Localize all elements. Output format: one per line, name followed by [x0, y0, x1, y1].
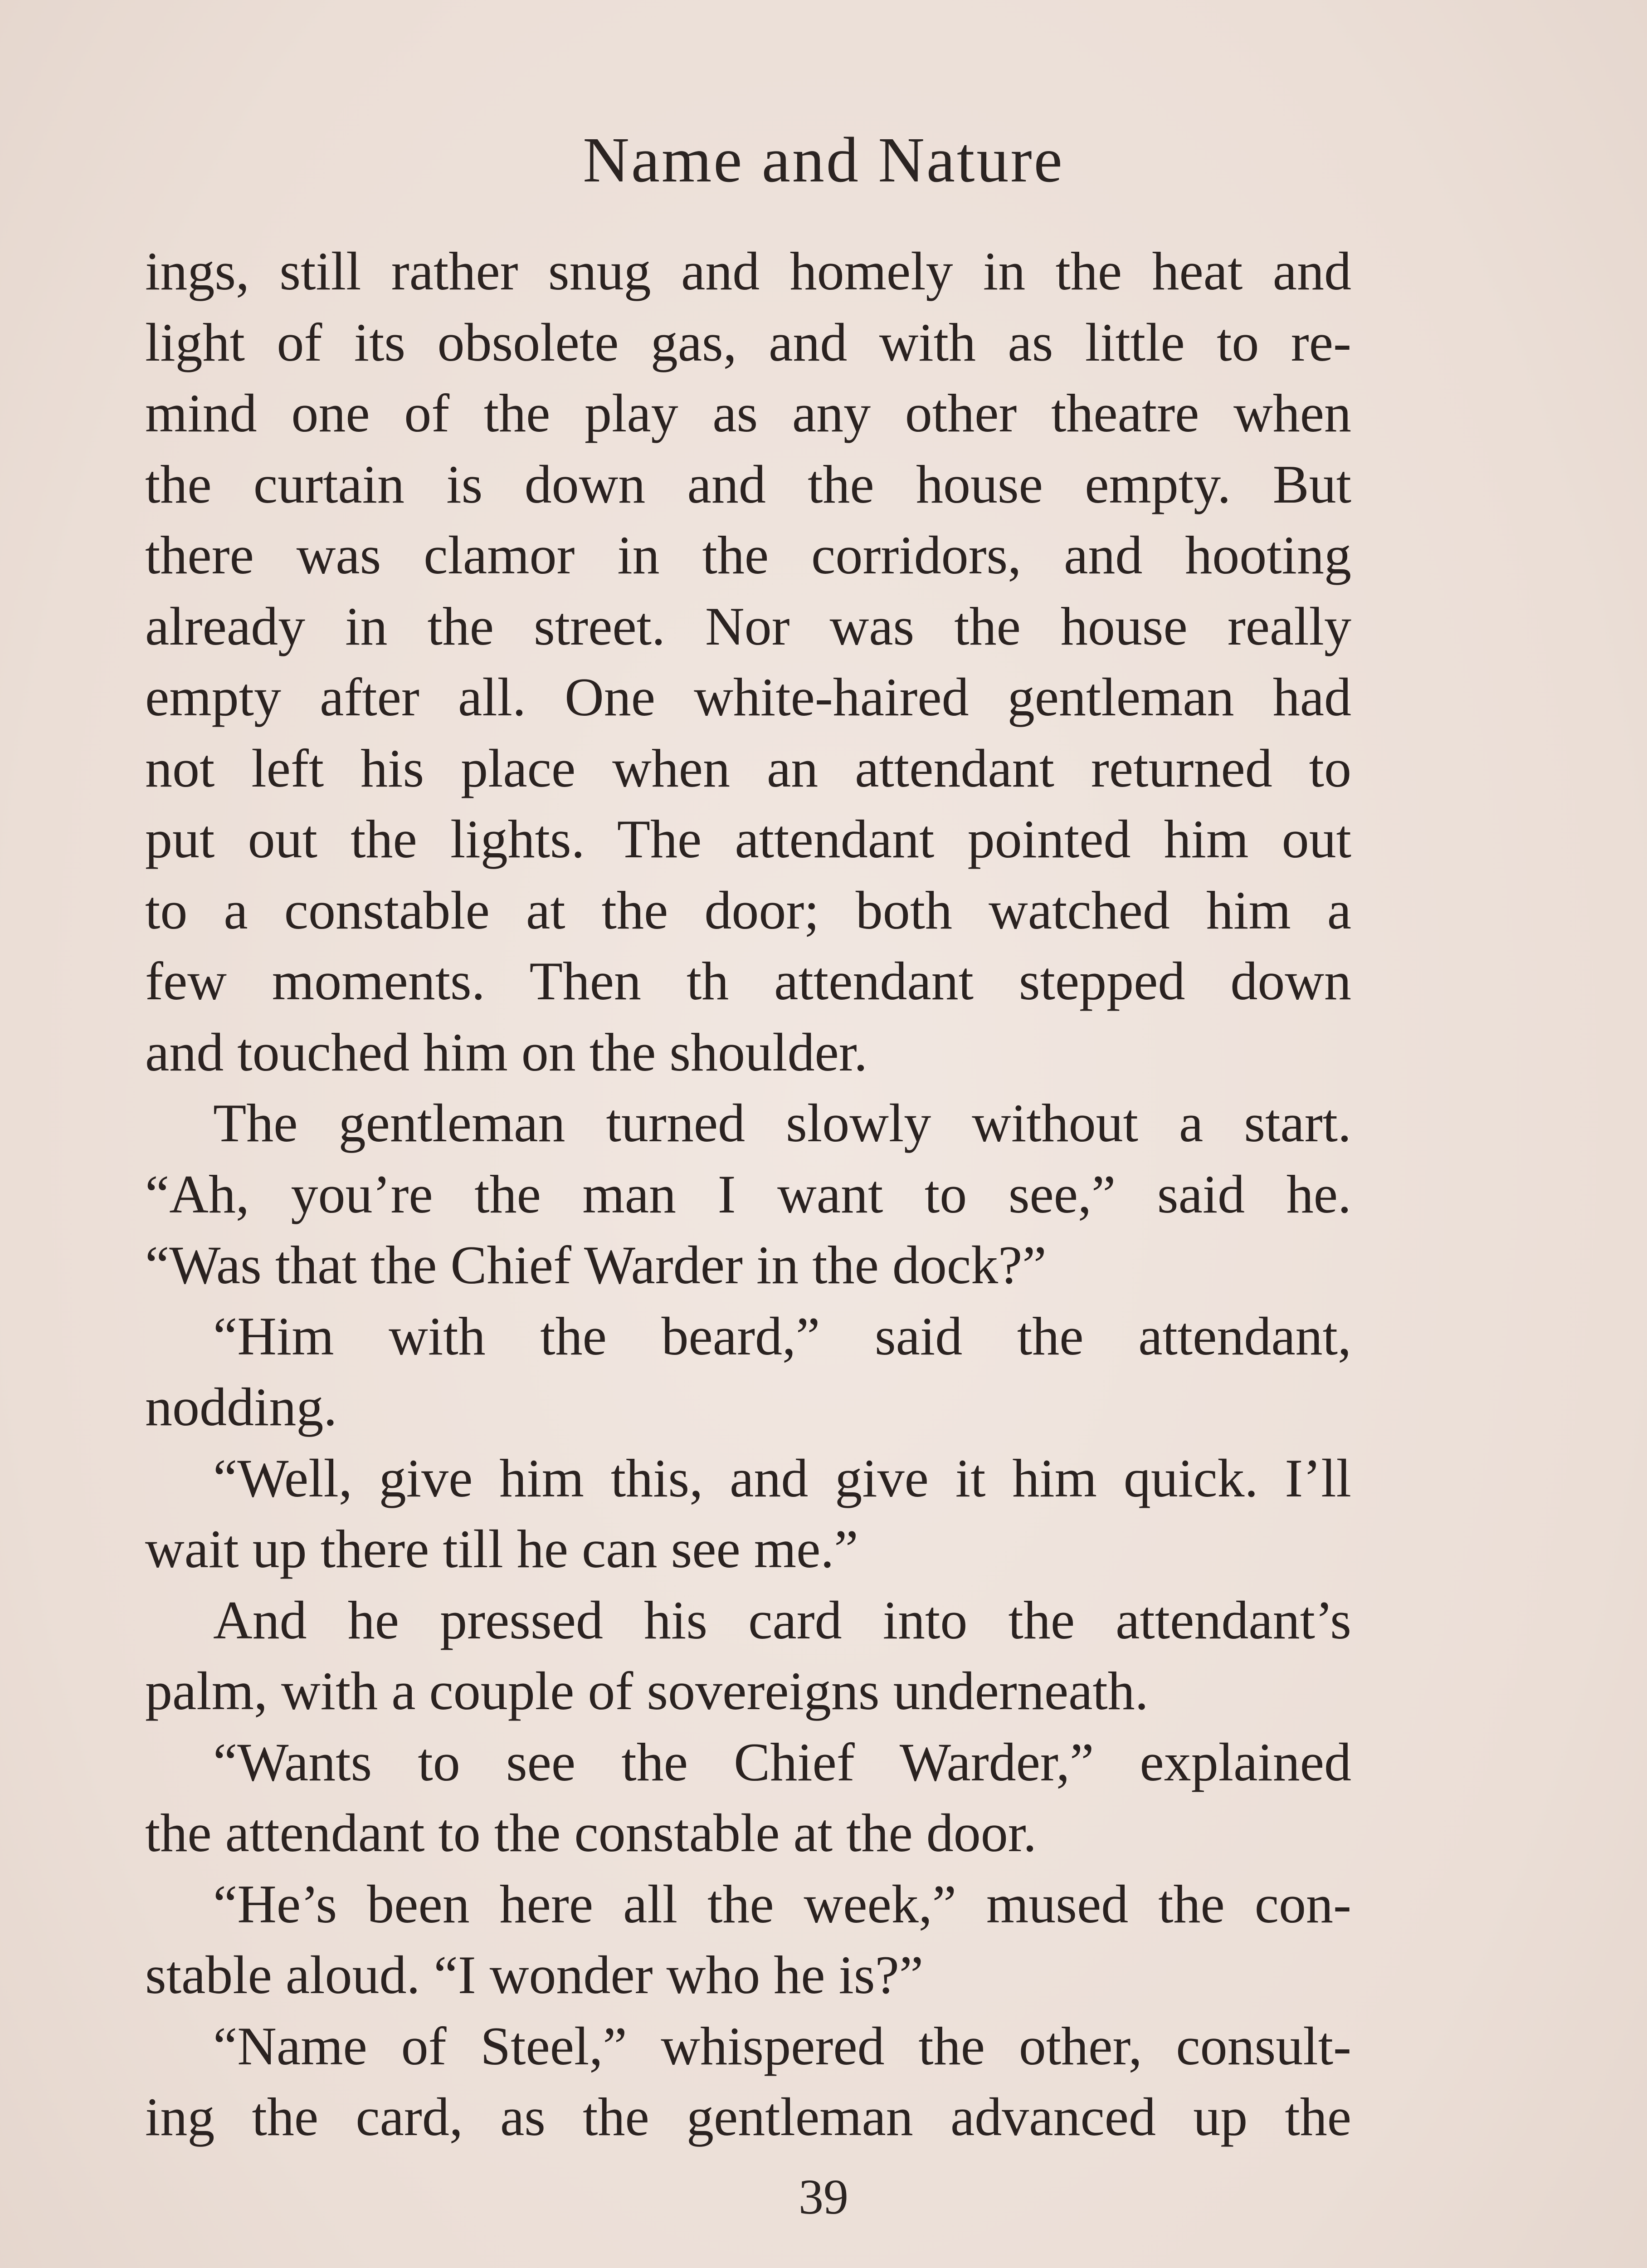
text-line: there was clamor in the corridors, and hooting	[145, 525, 1351, 585]
text-line: few moments. Then th attendant stepped down	[145, 951, 1351, 1011]
text-line: “Wants to see the Chief Warder,” explained	[213, 1731, 1351, 1792]
text-line: already in the street. Nor was the house really	[145, 596, 1351, 656]
text-line: put out the lights. The attendant pointed him out	[145, 809, 1351, 869]
text-line: “Name of Steel,” whispered the other, consult-	[213, 2015, 1351, 2076]
text-line: the curtain is down and the house empty. But	[145, 454, 1351, 514]
running-head: Name and Nature	[583, 124, 1064, 196]
text-line: to a constable at the door; both watched him a	[145, 880, 1351, 940]
text-line: And he pressed his card into the attendant’s	[213, 1589, 1351, 1650]
text-line: ing the card, as the gentleman advanced up the	[145, 2087, 1351, 2147]
page-number: 39	[799, 2169, 848, 2224]
text-line: the attendant to the constable at the door.	[145, 1803, 1037, 1863]
text-line: The gentleman turned slowly without a start.	[213, 1093, 1351, 1153]
body-text	[145, 236, 1351, 2153]
text-line: mind one of the play as any other theatre when	[145, 383, 1351, 443]
text-line: “He’s been here all the week,” mused the con-	[213, 1873, 1351, 1934]
text-line: light of its obsolete gas, and with as little to re-	[145, 312, 1351, 372]
text-line: nodding.	[145, 1377, 337, 1437]
text-line: “Him with the beard,” said the attendant,	[213, 1305, 1351, 1366]
text-line: and touched him on the shoulder.	[145, 1022, 868, 1082]
text-line: stable aloud. “I wonder who he is?”	[145, 1945, 924, 2005]
text-line: wait up there till he can see me.”	[145, 1519, 858, 1579]
text-line: not left his place when an attendant returned to	[145, 738, 1351, 798]
text-line: empty after all. One white-haired gentleman had	[145, 667, 1351, 727]
text-line: “Was that the Chief Warder in the dock?”	[145, 1235, 1047, 1295]
text-line: ings, still rather snug and homely in the heat and	[145, 241, 1351, 301]
text-line: palm, with a couple of sovereigns underneath.	[145, 1661, 1149, 1721]
text-line: “Well, give him this, and give it him quick. I’ll	[213, 1447, 1351, 1508]
text-line: “Ah, you’re the man I want to see,” said he.	[145, 1163, 1351, 1224]
